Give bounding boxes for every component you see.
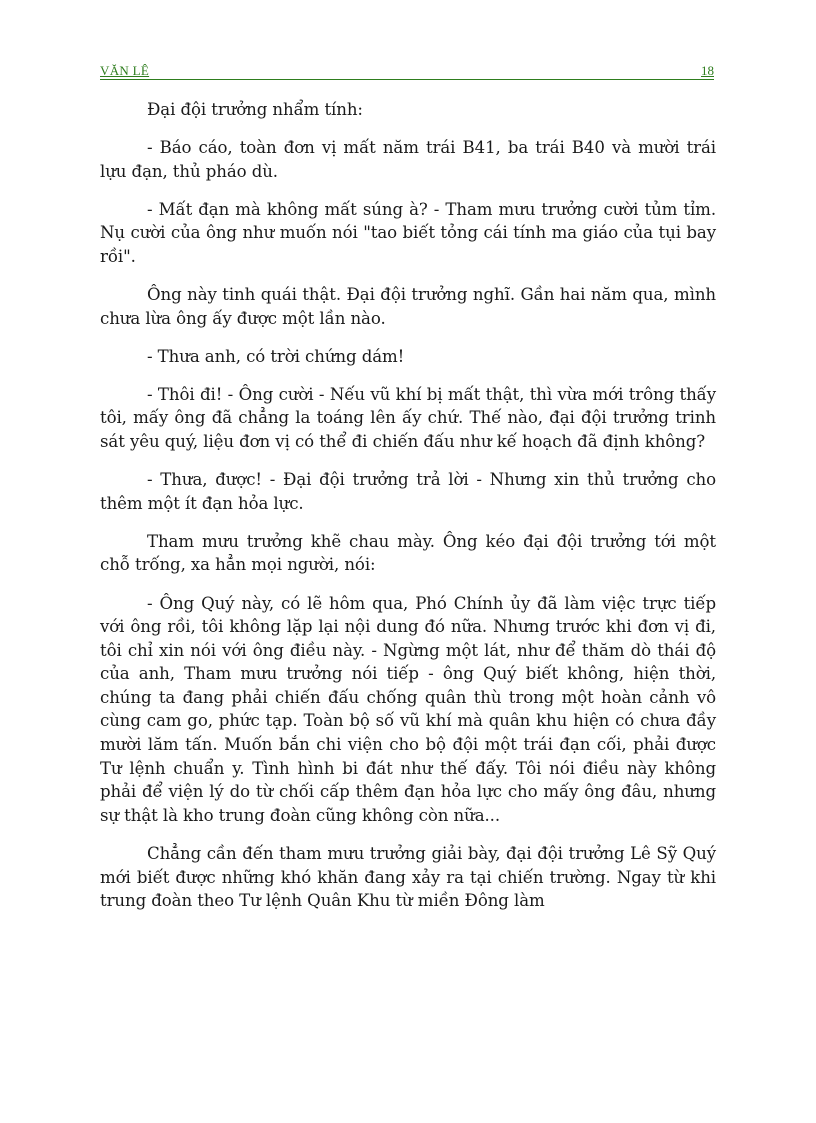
paragraph: - Thưa, được! - Đại đội trưởng trả lời - Nhưng xin thủ trưởng cho thêm một ít đạn hỏa lực. [100, 470, 716, 513]
paragraph: - Thưa anh, có trời chứng dám! [147, 346, 405, 366]
page-number: 18 [701, 63, 714, 78]
header-author: VĂN LÊ [100, 63, 150, 78]
body-text [100, 98, 716, 927]
page-header [100, 63, 714, 80]
paragraph: Chẳng cần đến tham mưu trưởng giải bày, đại đội trưởng Lê Sỹ Quý mới biết được những khó khăn đang xảy ra tại chiến trường. Ngay từ khi trung đoàn theo Tư lệnh Quân Khu từ miền Đông làm [100, 843, 716, 911]
paragraph: Tham mưu trưởng khẽ chau mày. Ông kéo đại đội trưởng tới một chỗ trống, xa hẳn mọi người, nói: [100, 531, 716, 575]
paragraph: - Mất đạn mà không mất súng à? - Tham mưu trưởng cười tủm tỉm. Nụ cười của ông như muốn nói "tao biết tỏng cái tính ma giáo của tụi bay rồi". [100, 199, 716, 266]
paragraph: - Thôi đi! - Ông cười - Nếu vũ khí bị mất thật, thì vừa mới trông thấy tôi, mấy ông đã chẳng la toáng lên ấy chứ. Thế nào, đại đội trưởng trinh sát yêu quý, liệu đơn vị có thể đi chiến đấu như kế hoạch đã định không? [100, 384, 716, 452]
paragraph: - Báo cáo, toàn đơn vị mất năm trái B41, ba trái B40 và mười trái lựu đạn, thủ pháo dù. [100, 138, 716, 181]
paragraph: Ông này tinh quái thật. Đại đội trưởng nghĩ. Gần hai năm qua, mình chưa lừa ông ấy được một lần nào. [100, 285, 716, 328]
paragraph: Đại đội trưởng nhẩm tính: [147, 100, 363, 119]
paragraph: - Ông Quý này, có lẽ hôm qua, Phó Chính ủy đã làm việc trực tiếp với ông rồi, tôi không lặp lại nội dung đó nữa. Nhưng trước khi đơn vị đi, tôi chỉ xin nói với ông điều này. - Ngừng một lát, như để thăm dò thái độ của anh, Tham mưu trưởng nói tiếp - ông Quý biết không, hiện thời, chúng ta đang phải chiến đấu chống quân thù trong một hoàn cảnh vô cùng cam go, phức tạp. Toàn bộ số vũ khí mà quân khu hiện có chưa đầy mười lăm tấn. Muốn bắn chi viện cho bộ đội một trái đạn cối, phải được Tư lệnh chuẩn y. Tình hình bi đát như thế đấy. Tôi nói điều này không phải để viện lý do từ chối cấp thêm đạn hỏa lực cho mấy ông đâu, nhưng sự thật là kho trung đoàn cũng không còn nữa... [100, 593, 716, 825]
